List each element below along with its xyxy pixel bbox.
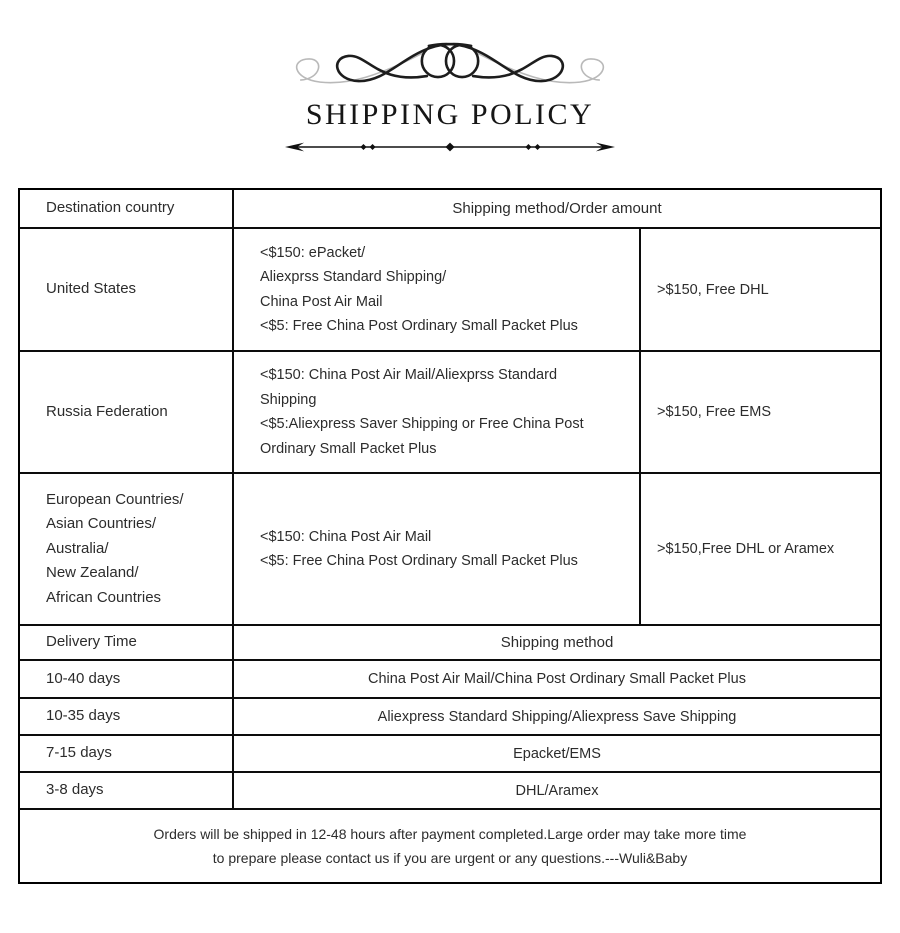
country-line: Asian Countries/ <box>46 515 157 533</box>
delivery-method-cell: China Post Air Mail/China Post Ordinary Small Packet Plus <box>232 661 880 697</box>
method-line: <$150: China Post Air Mail/Aliexprss Standard <box>260 367 558 383</box>
shipping-method-cell <box>232 352 639 472</box>
page-title: SHIPPING POLICY <box>305 98 595 131</box>
method-line: <$150: China Post Air Mail <box>260 528 432 545</box>
footer-note <box>20 810 880 882</box>
table-row-european-countries <box>20 472 880 624</box>
delivery-time-cell: 10-35 days <box>46 707 121 725</box>
delivery-time-cell: 3-8 days <box>46 781 104 799</box>
delivery-time-header-cell: Delivery Time <box>46 633 137 651</box>
over-amount-cell: >$150,Free DHL or Aramex <box>639 474 880 624</box>
diamond-divider-icon <box>284 138 616 156</box>
shipping-method-header-cell: Shipping method <box>232 626 880 659</box>
country-cell <box>20 474 232 624</box>
method-line: Aliexprss Standard Shipping/ <box>260 269 447 285</box>
method-line: China Post Air Mail <box>260 293 383 310</box>
table-row-russia-federation <box>20 350 880 472</box>
country-line: Australia/ <box>46 539 109 557</box>
country-line: New Zealand/ <box>46 564 139 582</box>
country-line: United States <box>46 280 137 298</box>
shipping-method-order-amount-header-cell: Shipping method/Order amount <box>232 190 880 227</box>
country-cell <box>20 352 232 472</box>
method-line: Shipping <box>260 391 317 408</box>
table-row-united-states <box>20 227 880 350</box>
shipping-method-cell <box>232 474 639 624</box>
method-line: <$5: Free China Post Ordinary Small Packet Plus <box>260 553 578 569</box>
method-line: <$5:Aliexpress Saver Shipping or Free China Post <box>260 416 584 432</box>
method-line: <$5: Free China Post Ordinary Small Packet Plus <box>260 318 578 334</box>
delivery-method-cell: Aliexpress Standard Shipping/Aliexpress Save Shipping <box>232 699 880 734</box>
footer-note-line: to prepare please contact us if you are urgent or any questions.---Wuli&Baby <box>212 850 688 866</box>
delivery-method-cell: Epacket/EMS <box>232 736 880 771</box>
shipping-method-cell <box>232 229 639 350</box>
method-line: Ordinary Small Packet Plus <box>260 440 437 457</box>
footer-note-line: Orders will be shipped in 12-48 hours after payment completed.Large order may take more time <box>153 826 747 842</box>
delivery-row <box>20 734 880 771</box>
destination-country-header-cell: Destination country <box>46 199 175 217</box>
delivery-time-cell: 10-40 days <box>46 669 121 687</box>
delivery-row <box>20 697 880 734</box>
delivery-header-row <box>20 624 880 659</box>
country-cell <box>20 229 232 350</box>
delivery-method-cell: DHL/Aramex <box>232 773 880 808</box>
country-line: African Countries <box>46 588 162 606</box>
title-block <box>0 0 900 161</box>
country-line: European Countries/ <box>46 490 184 508</box>
delivery-time-cell: 7-15 days <box>46 744 112 762</box>
footer-note-row <box>20 808 880 882</box>
method-line: <$150: ePacket/ <box>260 244 366 261</box>
over-amount-cell: >$150, Free EMS <box>639 352 880 472</box>
calligraphic-flourish-icon <box>274 33 626 91</box>
delivery-row <box>20 659 880 697</box>
over-amount-cell: >$150, Free DHL <box>639 229 880 350</box>
shipping-policy-table <box>18 188 882 884</box>
table-header-row <box>20 190 880 227</box>
delivery-row <box>20 771 880 808</box>
country-line: Russia Federation <box>46 402 168 420</box>
